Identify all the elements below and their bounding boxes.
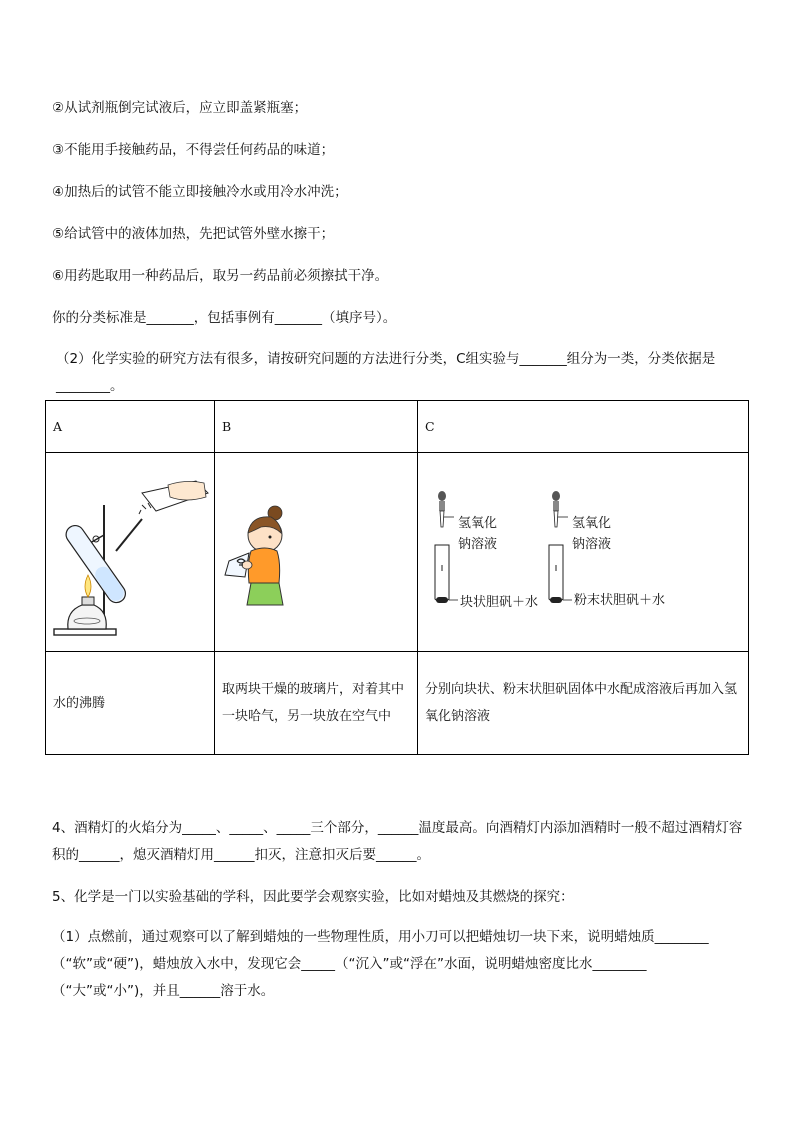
- naoh-label-1-line2: 钠溶液: [458, 537, 498, 552]
- tube-2-label: 粉末状胆矾＋水: [574, 593, 666, 608]
- boiling-apparatus-figure: [46, 453, 215, 651]
- figure-b-cell: [215, 453, 418, 652]
- table-description-row: [46, 652, 749, 755]
- experiment-table: [45, 400, 749, 755]
- item-4: ④加热后的试管不能立即接触冷水或用冷水冲洗；: [52, 184, 348, 200]
- table-figure-row: [46, 453, 749, 652]
- classify-question: 你的分类标准是_______，包括事例有_______（填序号）。: [52, 310, 397, 326]
- question-5: 5、化学是一门以实验基础的学科，因此要学会观察实验，比如对蜡烛及其燃烧的探究：: [52, 889, 574, 905]
- header-b: B: [215, 401, 418, 453]
- naoh-label-2-line2: 钠溶液: [572, 537, 612, 552]
- test-tube-2: [549, 545, 563, 603]
- test-tube-1: [435, 545, 449, 603]
- question-4: 4、酒精灯的火焰分为_____、_____、_____三个部分，______温度最高。向酒精灯内添加酒精时一般不超过酒精灯容积的______，熄灭酒精灯用______扣灭，注意扣灭后要______。: [52, 820, 743, 863]
- item-6: ⑥用药匙取用一种药品后，取另一药品前必须擦拭干净。: [52, 268, 389, 284]
- naoh-label-2-line1: 氢氧化: [572, 516, 612, 531]
- question-5-part-1: （1）点燃前，通过观察可以了解到蜡烛的一些物理性质，用小刀可以把蜡烛切一块下来，说明蜡烛质________（“软”或“硬”)，蜡烛放入水中，发现它会_____（“沉入”或“浮在”水面，说明蜡烛密度比水________（“大”或“小”)，并且______溶于水。: [52, 929, 709, 999]
- figure-c-cell: [418, 453, 749, 652]
- tube-1-label: 块状胆矾＋水: [460, 595, 539, 610]
- header-c: C: [418, 401, 749, 453]
- dropper-2: [552, 491, 560, 527]
- naoh-label-1-line1: 氢氧化: [458, 516, 498, 531]
- question-2: （2）化学实验的研究方法有很多，请按研究问题的方法进行分类，C组实验与_______组分为一类，分类依据是________。: [56, 351, 716, 394]
- item-5: ⑤给试管中的液体加热，先把试管外壁水擦干；: [52, 226, 335, 242]
- description-c: 分别向块状、粉末状胆矾固体中水配成溶液后再加入氢氧化钠溶液: [418, 652, 749, 755]
- table-header-row: [46, 401, 749, 453]
- description-a: 水的沸腾: [46, 652, 215, 755]
- description-b: 取两块干燥的玻璃片，对着其中一块哈气，另一块放在空气中: [215, 652, 418, 755]
- naoh-label-1: [458, 513, 497, 555]
- naoh-label-2: [572, 513, 611, 555]
- girl-breathing-on-glass-figure: [215, 453, 418, 651]
- header-a: A: [46, 401, 215, 453]
- item-3: ③不能用手接触药品，不得尝任何药品的味道；: [52, 142, 335, 158]
- item-2: ②从试剂瓶倒完试液后，应立即盖紧瓶塞；: [52, 100, 308, 116]
- figure-a-cell: [46, 453, 215, 652]
- dropper-1: [438, 491, 446, 527]
